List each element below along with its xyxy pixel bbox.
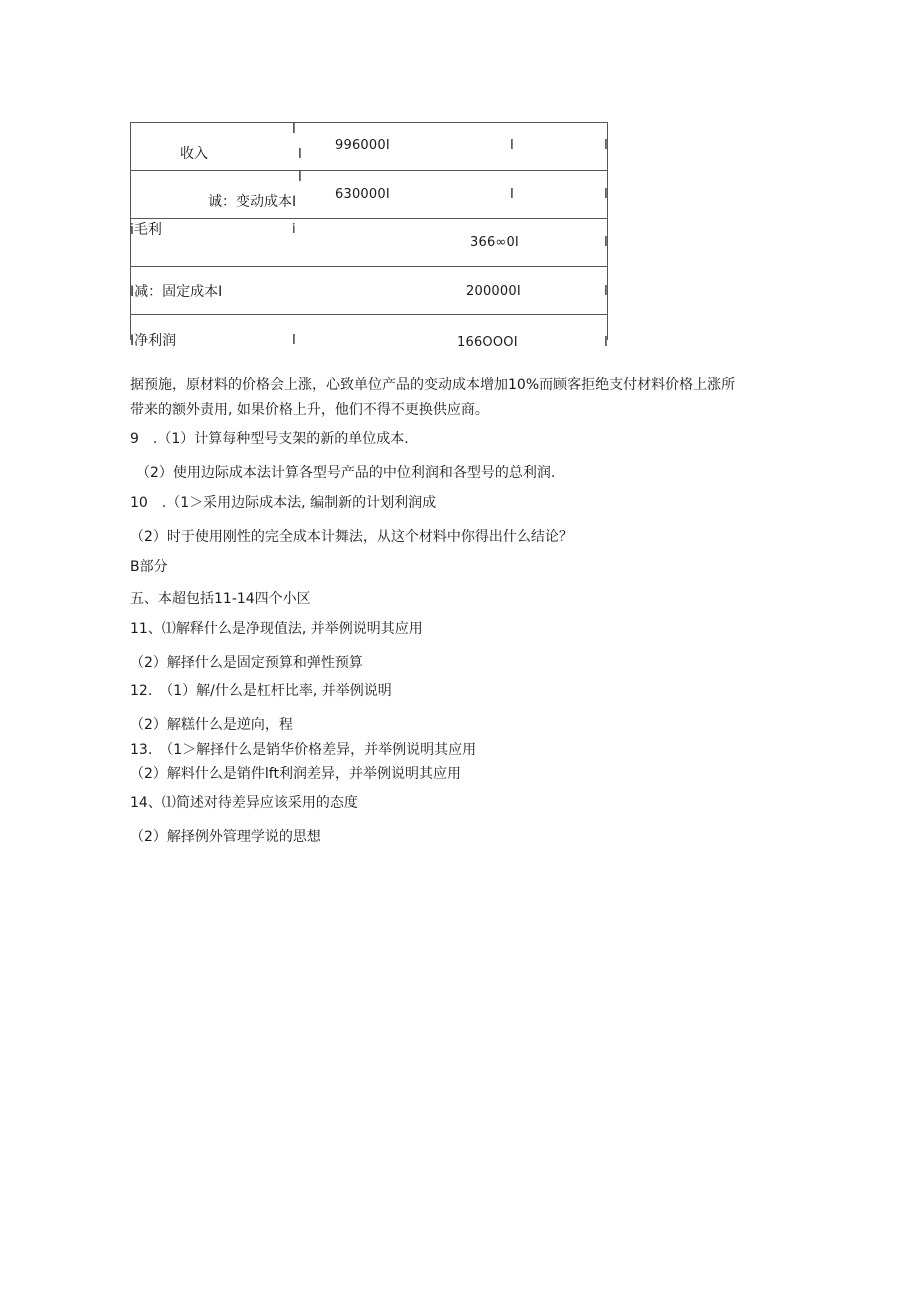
table-right-border <box>607 122 608 340</box>
scenario-paragraph-line-2: 带来的额外责用, 如果价格上升，他们不得不更换供应商。 <box>130 402 489 418</box>
row-variable-cost-mark: I <box>510 187 514 202</box>
row-gross-profit-mark: I <box>604 235 608 250</box>
question-13-part-1: 13. （1＞解择什么是销华价格差异，并举例说明其应用 <box>130 742 477 758</box>
row-revenue-mark: I <box>604 138 608 153</box>
row-revenue-value: 996000I <box>335 138 390 153</box>
row-gross-profit-mark: i <box>292 222 296 237</box>
question-10-part-1: 10 .（1＞采用边际成本法, 编制新的计划利润成 <box>130 495 437 511</box>
question-13-part-2: （2）解料什么是销件lft利润差异，并举例说明其应用 <box>130 766 461 782</box>
row-revenue-mark: I <box>292 122 296 137</box>
row-revenue-label: 收入 <box>180 146 208 162</box>
table-rule <box>130 314 608 315</box>
row-gross-profit-value: 366∞0I <box>470 235 519 250</box>
row-variable-cost-value: 630000I <box>335 187 390 202</box>
row-gross-profit-label: i毛利 <box>130 222 162 238</box>
question-11-part-1: 11、⑴解释什么是净现值法, 并举例说明其应用 <box>130 621 423 637</box>
question-12-part-1: 12. （1）解/什么是杠杆比率, 并举例说明 <box>130 683 392 699</box>
row-net-profit-mark: I <box>604 335 608 350</box>
table-rule <box>130 266 608 267</box>
row-variable-cost-mark: I <box>298 170 302 185</box>
row-variable-cost-mark: I <box>604 187 608 202</box>
question-14-part-1: 14、⑴简述对待差异应该采用的态度 <box>130 795 358 811</box>
table-rule <box>130 218 608 219</box>
question-9-part-1: 9 .（1）计算每种型号支架的新的单位成本. <box>130 431 409 447</box>
row-fixed-cost-label: I减：固定成本I <box>130 284 223 300</box>
scenario-paragraph-line-1: 据预施，原材料的价格会上涨，心致单位产品的变动成本增加10%而顾客拒绝支付材料价格上涨所 <box>130 377 736 393</box>
row-revenue-mark: I <box>298 147 302 162</box>
question-11-part-2: （2）解择什么是固定预算和弹性预算 <box>130 655 363 671</box>
row-net-profit-label: I净利润 <box>130 333 177 349</box>
row-net-profit-value: 166OOOI <box>457 335 518 350</box>
row-net-profit-mark: I <box>292 333 296 348</box>
question-14-part-2: （2）解择例外管理学说的思想 <box>130 829 321 845</box>
part-b-heading: B部分 <box>130 559 168 575</box>
question-12-part-2: （2）解糕什么是逆向，程 <box>130 717 293 733</box>
row-fixed-cost-mark: I <box>604 284 608 299</box>
section-5-heading: 五、本超包括11-14四个小区 <box>130 591 311 607</box>
question-10-part-2: （2）时于使用刚性的完全成本计舞法，从这个材料中你得出什么结论？ <box>130 529 573 545</box>
row-revenue-mark: I <box>510 138 514 153</box>
row-fixed-cost-value: 200000I <box>466 284 521 299</box>
row-variable-cost-label: 诚：变动成本I <box>208 194 297 210</box>
table-rule <box>130 170 608 171</box>
income-statement-table <box>130 122 608 348</box>
question-9-part-2: （2）使用边际成本法计算各型号产品的中位利润和各型号的总利润. <box>136 465 556 481</box>
table-rule <box>130 122 608 123</box>
